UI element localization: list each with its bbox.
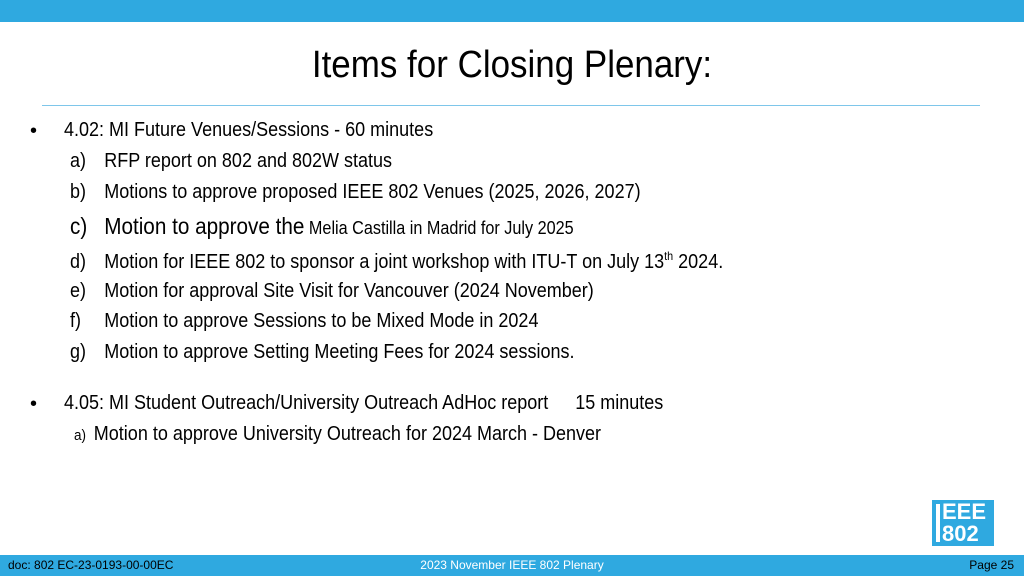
list-marker: b) bbox=[70, 181, 87, 203]
list-item-text: Motions to approve proposed IEEE 802 Venues (2025, 2026, 2027) bbox=[104, 181, 641, 203]
bullet-2-text bbox=[64, 392, 663, 415]
list-item-text-after: 2024. bbox=[673, 251, 724, 273]
bullet-2-duration: 15 minutes bbox=[575, 392, 664, 414]
list-marker: a) bbox=[74, 427, 87, 444]
footer-bar bbox=[0, 555, 1024, 576]
bullet-icon: • bbox=[30, 393, 38, 415]
list-item bbox=[70, 310, 538, 333]
list-item-text-small: Melia Castilla in Madrid for July 2025 bbox=[304, 218, 574, 238]
list-item-text: RFP report on 802 and 802W status bbox=[104, 150, 393, 172]
list-item bbox=[74, 423, 601, 446]
list-item-text: Motion for approval Site Visit for Vancouver (2024 November) bbox=[104, 280, 594, 302]
list-item bbox=[70, 341, 574, 364]
list-marker: c) bbox=[70, 213, 88, 239]
footer-event: 2023 November IEEE 802 Plenary bbox=[420, 558, 604, 572]
list-item-text-large: Motion to approve the bbox=[104, 213, 305, 239]
list-item-text: Motion for IEEE 802 to sponsor a joint workshop with ITU-T on July 13 bbox=[104, 251, 665, 273]
ieee-802-logo bbox=[932, 500, 994, 546]
bullet-2-label: 4.05: MI Student Outreach/University Outreach AdHoc report bbox=[64, 392, 549, 414]
list-item-text: Motion to approve Setting Meeting Fees for 2024 sessions. bbox=[104, 341, 575, 363]
title-divider bbox=[42, 105, 980, 106]
list-item-text: Motion to approve Sessions to be Mixed Mode in 2024 bbox=[104, 310, 539, 332]
top-accent-bar bbox=[0, 0, 1024, 22]
list-marker: a) bbox=[70, 150, 87, 172]
list-item bbox=[70, 181, 641, 204]
list-marker: e) bbox=[70, 280, 87, 302]
bullet-icon: • bbox=[30, 120, 38, 142]
list-item bbox=[70, 213, 574, 240]
list-item bbox=[70, 150, 392, 173]
logo-bar bbox=[936, 504, 940, 542]
logo-text-bottom: 802 bbox=[942, 521, 979, 546]
superscript: th bbox=[664, 249, 674, 263]
list-marker: f) bbox=[70, 310, 81, 332]
slide-title: Items for Closing Plenary: bbox=[311, 44, 713, 86]
list-item bbox=[70, 249, 723, 274]
list-marker: d) bbox=[70, 251, 87, 273]
list-item bbox=[70, 280, 594, 303]
list-marker: g) bbox=[70, 341, 87, 363]
footer-page-number: Page 25 bbox=[969, 558, 1014, 572]
list-item-text: Motion to approve University Outreach for 2024 March - Denver bbox=[93, 423, 602, 445]
logo-text-top: EEE bbox=[942, 499, 987, 524]
footer-doc-id: doc: 802 EC-23-0193-00-00EC bbox=[8, 558, 174, 572]
bullet-1-text: 4.02: MI Future Venues/Sessions - 60 minutes bbox=[64, 119, 434, 141]
